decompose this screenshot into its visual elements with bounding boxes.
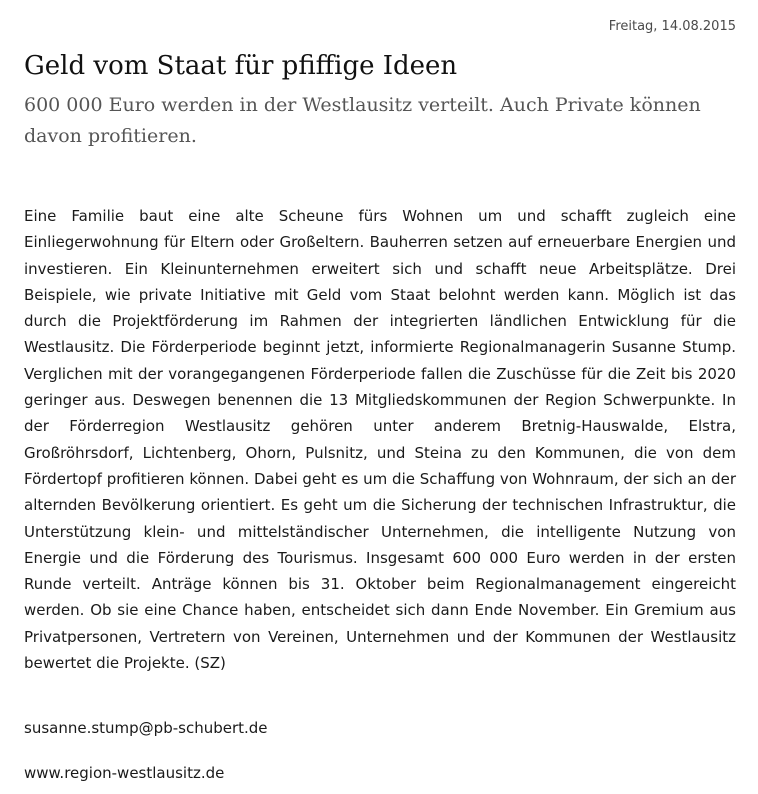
website-link[interactable]: www.region-westlausitz.de: [24, 764, 225, 782]
article-subheadline: 600 000 Euro werden in der Westlausitz verteilt. Auch Private können davon profitieren.: [24, 94, 701, 147]
article-date: Freitag, 14.08.2015: [608, 19, 736, 34]
article-body: Eine Familie baut eine alte Scheune fürs Wohnen um und schafft zugleich eine Einliegerwohnung für Eltern oder Großeltern. Bauherren setzen auf erneuerbare Energien und investieren. Ein Kleinunternehmen erweitert sich und schafft neue Arbeitsplätze. Drei Beispiele, wie private Initiative mit Geld vom Staat belohnt werden kann. Möglich ist das durch die Projektförderung im Rahmen der integrierten ländlichen Entwicklung für die Westlausitz. Die Förderperiode beginnt jetzt, informierte Regionalmanagerin Susanne Stump. Verglichen mit der vorangegangenen Förderperiode fallen die Zuschüsse für die Zeit bis 2020 geringer aus. Deswegen benennen die 13 Mitgliedskommunen der Region Schwerpunkte. In der Förderregion Westlausitz gehören unter anderem Bretnig-Hauswalde, Elstra, Großröhrsdorf, Lichtenberg, Ohorn, Pulsnitz, und Steina zu den Kommunen, die von dem Fördertopf profitieren können. Dabei geht es um die Schaffung von Wohnraum, der sich an der alternden Bevölkerung orientiert. Es geht um die Sicherung der technischen Infrastruktur, die Unterstützung klein- und mittelständischer Unternehmen, die intelligente Nutzung von Energie und die Förderung des Tourismus. Insgesamt 600 000 Euro werden in der ersten Runde verteilt. Anträge können bis 31. Oktober beim Regionalmanagement eingereicht werden. Ob sie eine Chance haben, entscheidet sich dann Ende November. Ein Gremium aus Privatpersonen, Vertretern von Vereinen, Unternehmen und der Kommunen der Westlausitz bewertet die Projekte. (SZ): [24, 207, 736, 673]
article-headline: Geld vom Staat für pfiffige Ideen: [24, 51, 458, 81]
contact-email-link[interactable]: susanne.stump@pb-schubert.de: [24, 719, 268, 737]
